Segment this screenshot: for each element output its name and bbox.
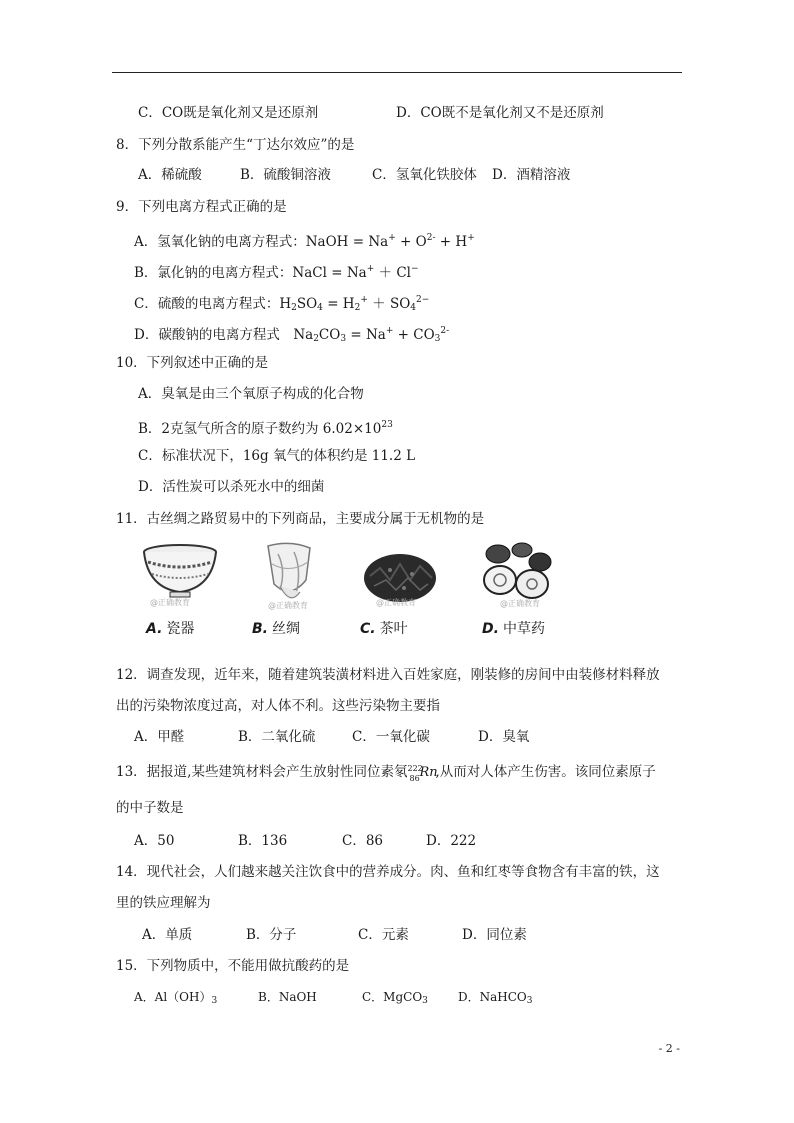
q8-stem: 8．下列分散系能产生“丁达尔效应”的是 — [116, 137, 355, 153]
q12-stem-line2: 出的污染物浓度过高，对人体不利。这些污染物主要指 — [116, 698, 440, 714]
q8-option-c[interactable]: C．氢氧化铁胶体 — [372, 167, 477, 183]
q9-option-a[interactable]: A．氢氧化钠的电离方程式：NaOH = $Na^+ + O^{2-} + H^+$ — [134, 233, 475, 250]
page-number: - 2 - — [658, 1042, 680, 1055]
q9-option-c[interactable]: C．硫酸的电离方程式：$H_2SO_4 = H_2^+ + SO_4^{2-}$ — [134, 295, 430, 313]
q11-watermark-d: @正确教育 — [500, 599, 540, 608]
q11-stem: 11．古丝绸之路贸易中的下列商品，主要成分属于无机物的是 — [116, 511, 485, 527]
q13-option-b[interactable]: B．136 — [238, 833, 288, 849]
q7-option-d[interactable]: D．CO既不是氧化剂又不是还原剂 — [396, 105, 604, 121]
q12-option-a[interactable]: A．甲醛 — [134, 729, 185, 745]
radon-isotope-symbol: 222 86 Rn — [407, 763, 438, 783]
q15-option-d[interactable]: D．NaHCO$_3$ — [458, 990, 533, 1006]
q10-stem: 10．下列叙述中正确的是 — [116, 355, 269, 371]
q15-option-c[interactable]: C．MgCO$_3$ — [362, 990, 428, 1006]
q8-option-b[interactable]: B．硫酸铜溶液 — [240, 167, 331, 183]
q11-watermark-a: @正确教育 — [150, 598, 190, 607]
q11-watermark-b: @正确教育 — [268, 601, 308, 610]
q8-option-a[interactable]: A．稀硫酸 — [138, 167, 202, 183]
header-rule — [112, 72, 682, 73]
q8-option-d[interactable]: D．酒精溶液 — [492, 167, 571, 183]
q14-option-a[interactable]: A．单质 — [142, 927, 193, 943]
q11-option-d[interactable]: D. 中草药 — [482, 621, 545, 637]
q13-option-d[interactable]: D．222 — [426, 833, 477, 849]
q12-option-d[interactable]: D．臭氧 — [478, 729, 530, 745]
q14-stem-line2: 里的铁应理解为 — [116, 895, 211, 911]
q10-option-b[interactable]: B．2克氢气所含的原子数约为 $6.02\times 10^{23}$ — [138, 420, 393, 437]
q13-stem-line1: 13．据报道,某些建筑材料会产生放射性同位素氡 222 86 Rn ,从而对人体产生伤害。该同位素原子 — [116, 763, 656, 783]
q15-option-a[interactable]: A．$Al(OH)_3$ — [134, 990, 218, 1006]
q7-option-c[interactable]: C．CO既是氧化剂又是还原剂 — [138, 105, 319, 121]
q10-option-c[interactable]: C．标准状况下，16g 氧气的体积约是 11.2 L — [138, 448, 416, 464]
q9-stem: 9．下列电离方程式正确的是 — [116, 199, 287, 215]
q13-option-a[interactable]: A．50 — [134, 833, 175, 849]
q14-option-d[interactable]: D．同位素 — [462, 927, 527, 943]
q11-option-b[interactable]: B. 丝绸 — [252, 621, 300, 637]
q10-option-a[interactable]: A．臭氧是由三个氧原子构成的化合物 — [138, 386, 364, 402]
q13-stem-line2: 的中子数是 — [116, 800, 184, 816]
q11-watermark-c: @正确教育 — [376, 598, 416, 607]
q14-stem-line1: 14．现代社会，人们越来越关注饮食中的营养成分。肉、鱼和红枣等食物含有丰富的铁，这 — [116, 864, 660, 880]
q12-option-b[interactable]: B．二氧化硫 — [238, 729, 316, 745]
q13-option-c[interactable]: C．86 — [342, 833, 384, 849]
q15-option-b[interactable]: B．NaOH — [258, 990, 317, 1004]
q15-stem: 15．下列物质中，不能用做抗酸药的是 — [116, 958, 350, 974]
q14-option-b[interactable]: B．分子 — [246, 927, 297, 943]
q11-option-a[interactable]: A. 瓷器 — [146, 621, 195, 637]
q12-stem-line1: 12．调查发现，近年来，随着建筑装潢材料进入百姓家庭，刚装修的房间中由装修材料释放 — [116, 667, 660, 683]
q11-option-c[interactable]: C. 茶叶 — [360, 621, 408, 637]
q14-option-c[interactable]: C．元素 — [358, 927, 409, 943]
q10-option-d[interactable]: D．活性炭可以杀死水中的细菌 — [138, 479, 325, 495]
q9-option-d[interactable]: D．碳酸钠的电离方程式 $Na_2CO_3 = Na^+ + CO_3^{2-}$ — [134, 326, 450, 344]
q12-option-c[interactable]: C．一氧化碳 — [352, 729, 430, 745]
q9-option-b[interactable]: B．氯化钠的电离方程式：NaCl = Na+ ＋ Cl− — [134, 264, 419, 281]
